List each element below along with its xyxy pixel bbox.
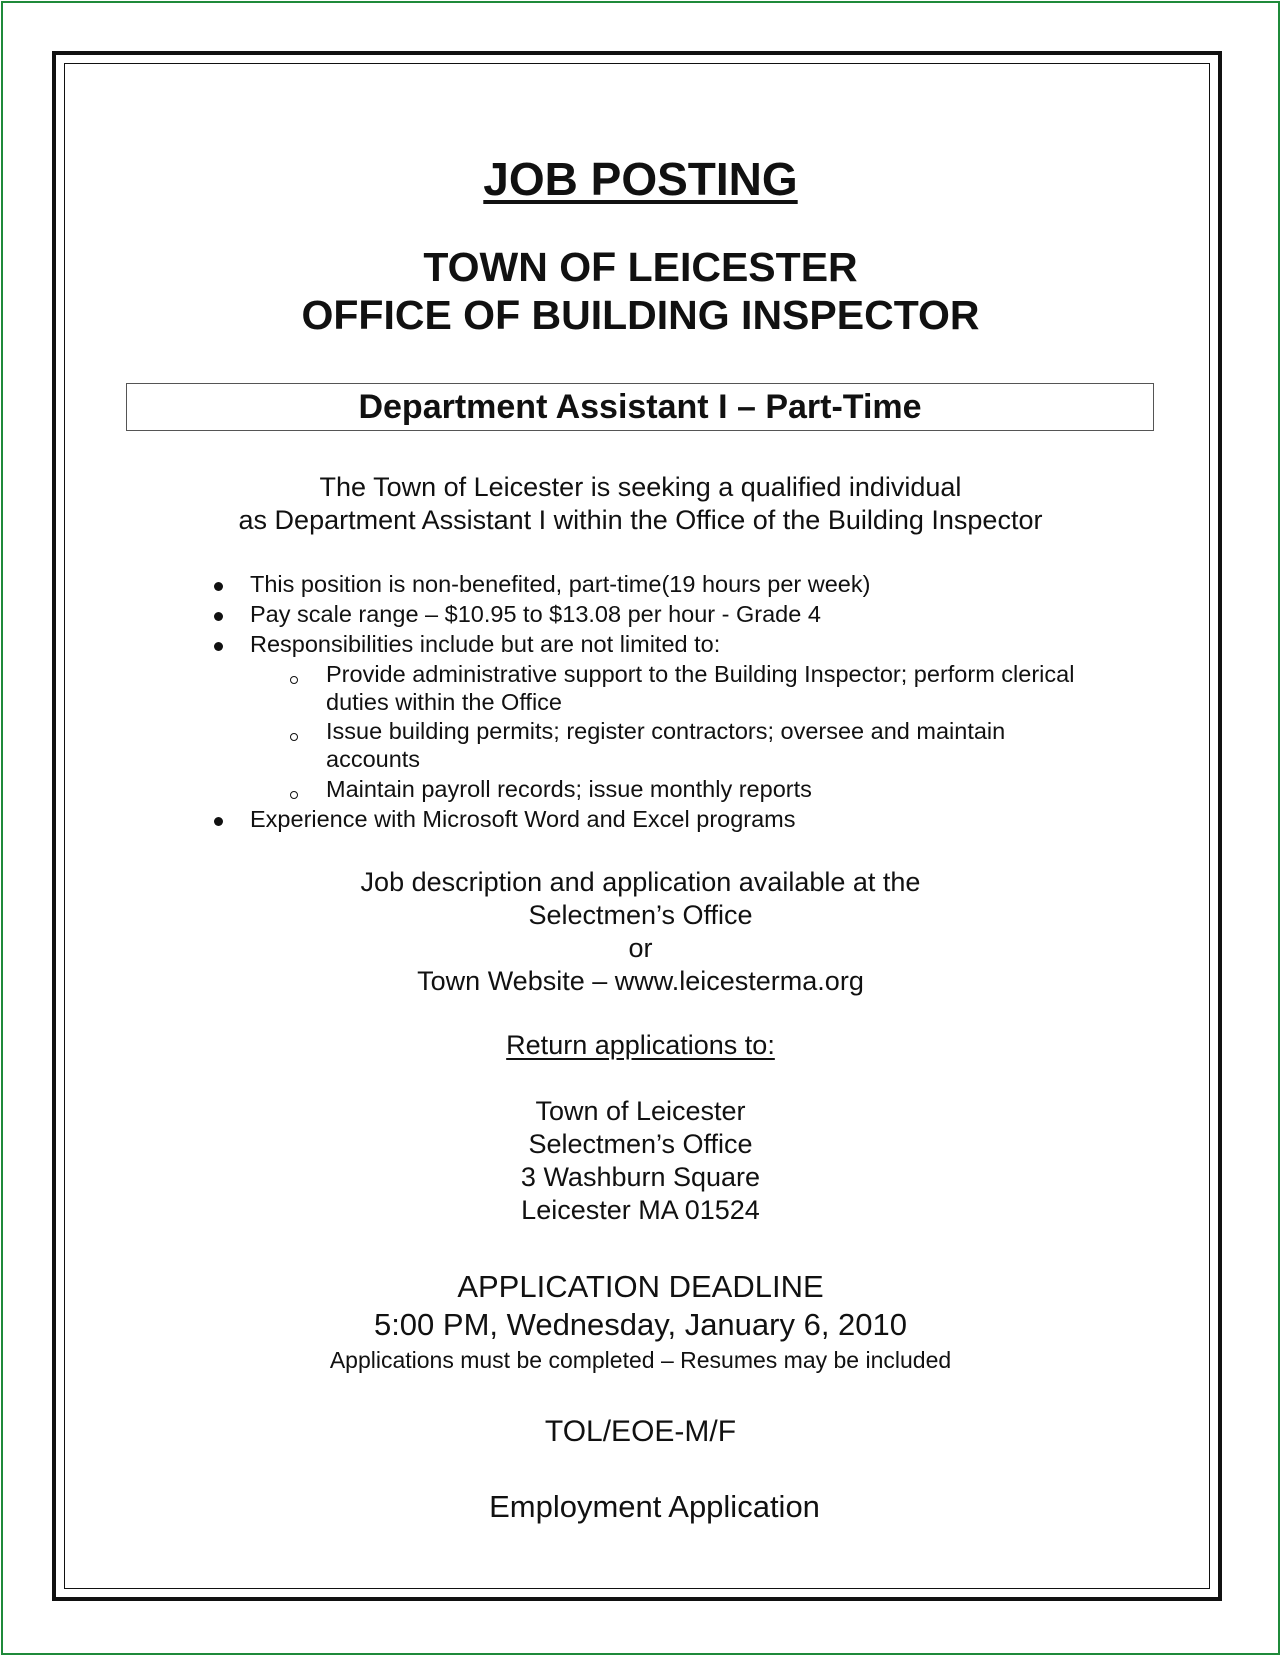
deadline-time: 5:00 PM, Wednesday, January 6, 2010 — [373, 1307, 908, 1342]
website-line: Town Website – www.leicesterma.org — [417, 966, 864, 996]
office-name: OFFICE OF BUILDING INSPECTOR — [301, 292, 980, 338]
employment-application-label: Employment Application — [489, 1489, 820, 1524]
address-line: 3 Washburn Square — [520, 1162, 761, 1192]
list-item: Experience with Microsoft Word and Excel programs — [250, 806, 796, 832]
deadline-heading: APPLICATION DEADLINE — [457, 1269, 824, 1304]
intro-line-2: as Department Assistant I within the Office of the Building Inspector — [238, 505, 1043, 535]
position-title: Department Assistant I – Part-Time — [126, 383, 1154, 431]
availability-line: Selectmen’s Office — [528, 900, 753, 930]
deadline-note: Applications must be completed – Resumes may be included — [329, 1347, 952, 1373]
intro-line-1: The Town of Leicester is seeking a qualified individual — [319, 472, 962, 502]
bullet-dot-icon — [214, 582, 223, 591]
organization-name: TOWN OF LEICESTER — [423, 244, 858, 290]
document-title: JOB POSTING — [483, 153, 798, 205]
list-item: Responsibilities include but are not limited to: — [250, 631, 721, 657]
address-line: Leicester MA 01524 — [521, 1195, 760, 1225]
sub-list-item: Issue building permits; register contractors; oversee and maintain — [326, 718, 1006, 744]
list-item: Pay scale range – $10.95 to $13.08 per hour - Grade 4 — [250, 601, 821, 627]
sub-bullet-circle-icon — [290, 733, 298, 741]
sub-bullet-circle-icon — [290, 676, 298, 684]
sub-bullet-circle-icon — [290, 791, 298, 799]
bullet-dot-icon — [214, 612, 223, 621]
eoe-statement: TOL/EOE-M/F — [544, 1415, 737, 1448]
sub-list-item: Maintain payroll records; issue monthly reports — [326, 776, 812, 802]
availability-line: Job description and application available at the — [360, 867, 921, 897]
sub-list-item-continued: duties within the Office — [326, 689, 562, 715]
address-line: Town of Leicester — [535, 1096, 746, 1126]
return-heading: Return applications to: — [506, 1030, 775, 1060]
availability-line: or — [628, 933, 653, 963]
sub-list-item: Provide administrative support to the Building Inspector; perform clerical — [326, 661, 1075, 687]
address-line: Selectmen’s Office — [528, 1129, 753, 1159]
bullet-dot-icon — [214, 642, 223, 651]
sub-list-item-continued: accounts — [326, 746, 421, 772]
list-item: This position is non-benefited, part-time(19 hours per week) — [250, 571, 871, 597]
bullet-dot-icon — [214, 817, 223, 826]
